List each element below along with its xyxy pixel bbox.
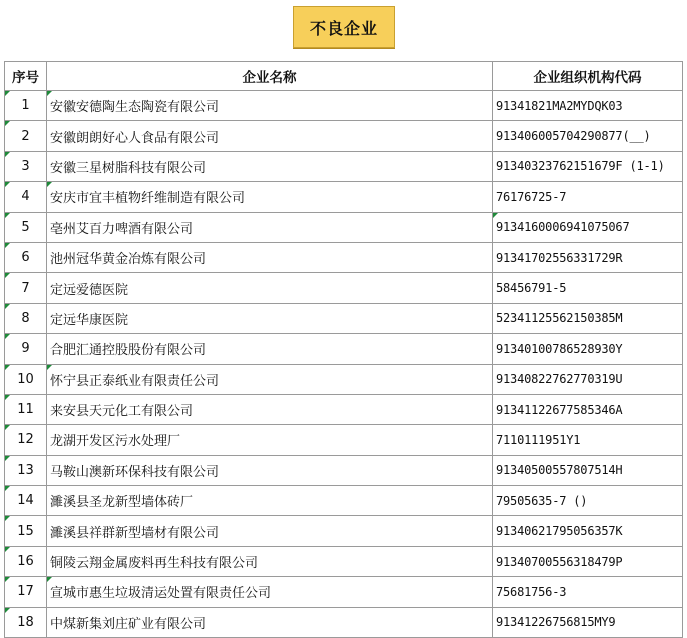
cell-org-code[interactable] [493, 91, 683, 121]
table-row [5, 91, 683, 121]
cell-org-code[interactable] [493, 334, 683, 364]
company-name-text: 安徽安德陶生态陶瓷有限公司 [50, 100, 220, 116]
table-row [5, 516, 683, 546]
cell-company-name[interactable] [47, 303, 493, 333]
cell-marker-icon [47, 577, 52, 582]
header-org-code[interactable]: 企业组织机构代码 [493, 62, 683, 91]
table-header-row [5, 62, 683, 91]
cell-org-code[interactable] [493, 455, 683, 485]
cell-org-code[interactable] [493, 182, 683, 212]
cell-index[interactable]: 3 [5, 151, 47, 181]
table-row [5, 121, 683, 151]
company-name-text: 宣城市惠生垃圾清运处置有限责任公司 [50, 586, 272, 602]
company-name-text: 马鞍山澳新环保科技有限公司 [50, 464, 220, 480]
cell-org-code[interactable] [493, 546, 683, 576]
table-row [5, 242, 683, 272]
company-name-text: 安庆市宜丰植物纤维制造有限公司 [50, 191, 246, 207]
cell-index[interactable]: 8 [5, 303, 47, 333]
org-code-text: 91340700556318479P [496, 554, 623, 569]
cell-org-code[interactable] [493, 486, 683, 516]
org-code-text: 91340621795056357K [496, 524, 623, 539]
cell-index[interactable]: 17 [5, 577, 47, 607]
cell-org-code[interactable] [493, 425, 683, 455]
cell-index[interactable]: 11 [5, 394, 47, 424]
org-code-text: 91341226756815MY9 [496, 615, 616, 630]
table-row [5, 303, 683, 333]
header-company-name[interactable]: 企业名称 [47, 62, 493, 91]
cell-marker-icon [5, 486, 10, 491]
cell-company-name[interactable] [47, 182, 493, 212]
cell-marker-icon [5, 608, 10, 613]
cell-index[interactable]: 18 [5, 607, 47, 637]
company-name-text: 池州冠华黄金冶炼有限公司 [50, 252, 207, 268]
cell-org-code[interactable] [493, 273, 683, 303]
bad-enterprise-table [4, 61, 683, 638]
cell-index[interactable]: 16 [5, 546, 47, 576]
cell-marker-icon [47, 182, 52, 187]
company-name-text: 铜陵云翔金属废料再生科技有限公司 [50, 556, 259, 572]
org-code-text: 91341821MA2MYDQK03 [496, 98, 623, 113]
cell-org-code[interactable] [493, 121, 683, 151]
table-row [5, 546, 683, 576]
cell-marker-icon [5, 456, 10, 461]
cell-org-code[interactable] [493, 303, 683, 333]
company-name-text: 怀宁县正泰纸业有限责任公司 [50, 373, 220, 389]
table-row [5, 334, 683, 364]
cell-marker-icon [5, 152, 10, 157]
cell-org-code[interactable] [493, 577, 683, 607]
cell-marker-icon [5, 516, 10, 521]
org-code-text: 52341125562150385M [496, 311, 623, 326]
cell-marker-icon [5, 425, 10, 430]
cell-index[interactable]: 5 [5, 212, 47, 242]
cell-company-name[interactable] [47, 394, 493, 424]
org-code-text: 76176725-7 [496, 189, 567, 204]
cell-index[interactable]: 14 [5, 486, 47, 516]
cell-marker-icon [5, 243, 10, 248]
org-code-text: 91340100786528930Y [496, 341, 623, 356]
cell-index[interactable]: 10 [5, 364, 47, 394]
org-code-text: 75681756-3 [496, 584, 567, 599]
company-name-text: 濉溪县祥群新型墙材有限公司 [50, 525, 220, 541]
table-row [5, 455, 683, 485]
cell-company-name[interactable] [47, 273, 493, 303]
company-name-text: 安徽朗朗好心人食品有限公司 [50, 130, 220, 146]
cell-index[interactable]: 15 [5, 516, 47, 546]
table-row [5, 425, 683, 455]
org-code-text: 91340822762770319U [496, 372, 623, 387]
org-code-text: 913406005704290877(__) [496, 129, 651, 144]
org-code-text: 91341600069410750​67 [496, 220, 630, 235]
table-row [5, 212, 683, 242]
company-name-text: 合肥汇通控股股份有限公司 [50, 343, 207, 359]
cell-marker-icon [5, 304, 10, 309]
company-name-text: 龙湖开发区污水处理厂 [50, 434, 181, 450]
cell-org-code[interactable] [493, 516, 683, 546]
company-name-text: 来安县天元化工有限公司 [50, 404, 194, 420]
cell-company-name[interactable] [47, 546, 493, 576]
cell-marker-icon [5, 365, 10, 370]
cell-company-name[interactable] [47, 151, 493, 181]
table-row [5, 364, 683, 394]
table-row [5, 486, 683, 516]
org-code-text: 91340500557807514H [496, 463, 623, 478]
cell-company-name[interactable] [47, 212, 493, 242]
org-code-text: 7110111951Y1 [496, 432, 581, 447]
cell-marker-icon [5, 121, 10, 126]
cell-index[interactable]: 2 [5, 121, 47, 151]
company-name-text: 亳州艾百力啤酒有限公司 [50, 221, 194, 237]
org-code-text: 91341702556331729R [496, 250, 623, 265]
cell-marker-icon [47, 91, 52, 96]
cell-org-code[interactable] [493, 364, 683, 394]
cell-company-name[interactable] [47, 334, 493, 364]
cell-org-code[interactable] [493, 151, 683, 181]
cell-company-name[interactable] [47, 91, 493, 121]
cell-marker-icon [5, 273, 10, 278]
cell-index[interactable]: 6 [5, 242, 47, 272]
cell-company-name[interactable] [47, 577, 493, 607]
cell-company-name[interactable] [47, 455, 493, 485]
cell-org-code[interactable] [493, 607, 683, 637]
cell-marker-icon [5, 91, 10, 96]
cell-index[interactable]: 13 [5, 455, 47, 485]
cell-marker-icon [5, 577, 10, 582]
table-row [5, 394, 683, 424]
table-row [5, 577, 683, 607]
cell-index[interactable]: 4 [5, 182, 47, 212]
company-name-text: 定远爱德医院 [50, 282, 129, 298]
cell-company-name[interactable] [47, 121, 493, 151]
cell-company-name[interactable] [47, 242, 493, 272]
table-row [5, 151, 683, 181]
cell-index[interactable]: 9 [5, 334, 47, 364]
cell-marker-icon [5, 395, 10, 400]
cell-index[interactable]: 1 [5, 91, 47, 121]
cell-company-name[interactable] [47, 607, 493, 637]
cell-marker-icon [47, 365, 52, 370]
org-code-text: 91340323762151679F (1-1) [496, 159, 665, 174]
header-index[interactable]: 序号 [5, 62, 47, 91]
cell-company-name[interactable] [47, 425, 493, 455]
cell-company-name[interactable] [47, 516, 493, 546]
table-row [5, 182, 683, 212]
cell-org-code[interactable] [493, 394, 683, 424]
org-code-text: 79505635-7 () [496, 493, 588, 508]
company-name-text: 濉溪县圣龙新型墙体砖厂 [50, 495, 194, 511]
cell-marker-icon [493, 213, 498, 218]
cell-index[interactable]: 7 [5, 273, 47, 303]
table-row [5, 607, 683, 637]
sheet-title: 不良企业 [293, 6, 395, 48]
company-name-text: 安徽三星树脂科技有限公司 [50, 160, 207, 176]
company-name-text: 定远华康医院 [50, 312, 129, 328]
cell-company-name[interactable] [47, 364, 493, 394]
cell-marker-icon [5, 334, 10, 339]
cell-marker-icon [5, 213, 10, 218]
org-code-text: 58456791-5 [496, 281, 567, 296]
cell-index[interactable]: 12 [5, 425, 47, 455]
company-name-text: 中煤新集刘庄矿业有限公司 [50, 616, 207, 632]
table-row [5, 273, 683, 303]
cell-org-code[interactable] [493, 212, 683, 242]
cell-org-code[interactable] [493, 242, 683, 272]
cell-marker-icon [5, 547, 10, 552]
cell-marker-icon [5, 182, 10, 187]
cell-company-name[interactable] [47, 486, 493, 516]
org-code-text: 91341122677585346A [496, 402, 623, 417]
